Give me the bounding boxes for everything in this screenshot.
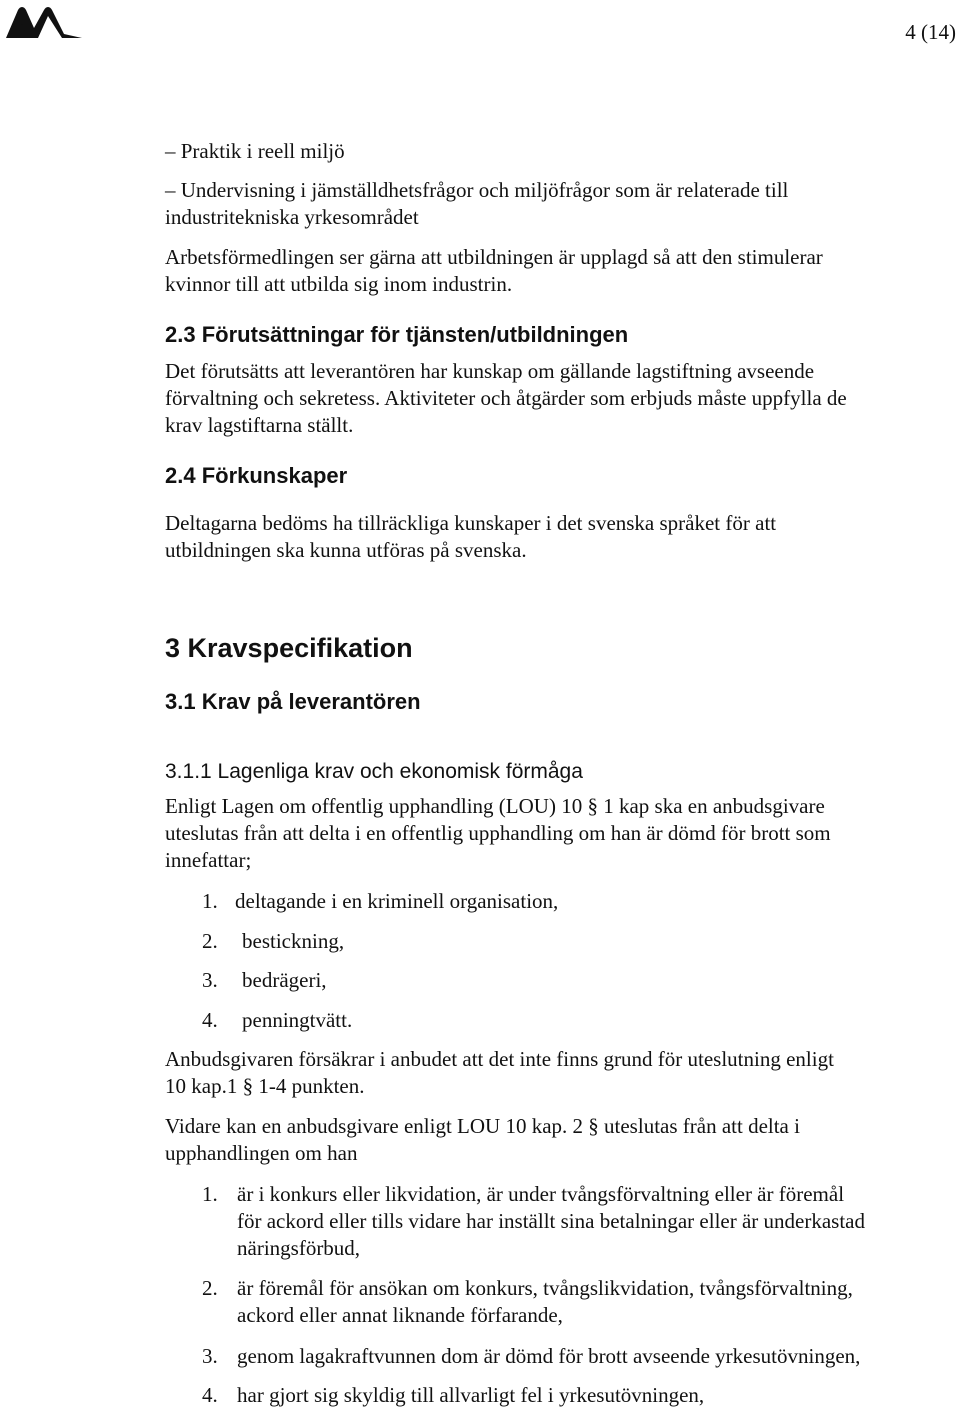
paragraph-line: 10 kap.1 § 1-4 punkten. xyxy=(165,1074,365,1098)
subsection-heading-3-1-1: 3.1.1 Lagenliga krav och ekonomisk förmåga xyxy=(165,760,583,783)
paragraph-line: Arbetsförmedlingen ser gärna att utbildningen är upplagd så att den stimulerar xyxy=(165,245,823,269)
list-item-number: 4. xyxy=(202,1383,218,1407)
list-item-text: är föremål för ansökan om konkurs, tvångslikvidation, tvångsförvaltning, xyxy=(237,1276,853,1300)
list-item-text: för ackord eller tills vidare har inställt sina betalningar eller är underkastad xyxy=(237,1209,866,1233)
page-number: 4 (14) xyxy=(905,20,956,44)
paragraph-line: Enligt Lagen om offentlig upphandling (LOU) 10 § 1 kap ska en anbudsgivare xyxy=(165,794,825,818)
bullet-item-continuation: industritekniska yrkesområdet xyxy=(165,205,419,229)
paragraph-line: uteslutas från att delta i en offentlig upphandling om han är dömd för brott som xyxy=(165,821,831,845)
list-item-text: näringsförbud, xyxy=(237,1236,361,1260)
list-item-number: 1. xyxy=(202,889,218,913)
paragraph-line: upphandlingen om han xyxy=(165,1141,358,1165)
chapter-heading-3: 3 Kravspecifikation xyxy=(165,633,413,663)
list-item-text: deltagande i en kriminell organisation, xyxy=(235,889,559,913)
list-item-text: genom lagakraftvunnen dom är dömd för brott avseende yrkesutövningen, xyxy=(237,1344,861,1368)
paragraph-line: utbildningen ska kunna utföras på svenska. xyxy=(165,538,527,562)
brand-logo-icon xyxy=(4,4,84,40)
section-heading-3-1: 3.1 Krav på leverantören xyxy=(165,689,421,714)
paragraph-line: krav lagstiftarna ställt. xyxy=(165,413,354,437)
section-heading-2-4: 2.4 Förkunskaper xyxy=(165,463,348,488)
list-item-text: bedrägeri, xyxy=(242,968,327,992)
list-item-number: 3. xyxy=(202,1344,218,1368)
list-item-number: 1. xyxy=(202,1182,218,1206)
list-item-text: ackord eller annat liknande förfarande, xyxy=(237,1303,563,1327)
paragraph-line: förvaltning och sekretess. Aktiviteter och åtgärder som erbjuds måste uppfylla de xyxy=(165,386,847,410)
list-item-number: 3. xyxy=(202,968,218,992)
list-item-number: 2. xyxy=(202,929,218,953)
paragraph-line: Vidare kan en anbudsgivare enligt LOU 10 kap. 2 § uteslutas från att delta i xyxy=(165,1114,800,1138)
section-heading-2-3: 2.3 Förutsättningar för tjänsten/utbildningen xyxy=(165,322,629,347)
bullet-item: – Undervisning i jämställdhetsfrågor och miljöfrågor som är relaterade till xyxy=(165,178,789,202)
list-item-number: 4. xyxy=(202,1008,218,1032)
paragraph-line: Anbudsgivaren försäkrar i anbudet att det inte finns grund för uteslutning enligt xyxy=(165,1047,834,1071)
list-item-text: penningtvätt. xyxy=(242,1008,353,1032)
list-item-number: 2. xyxy=(202,1276,218,1300)
list-item-text: bestickning, xyxy=(242,929,345,953)
list-item-text: är i konkurs eller likvidation, är under tvångsförvaltning eller är föremål xyxy=(237,1182,845,1206)
bullet-item: – Praktik i reell miljö xyxy=(165,139,345,163)
paragraph-line: Deltagarna bedöms ha tillräckliga kunskaper i det svenska språket för att xyxy=(165,511,777,535)
paragraph-line: kvinnor till att utbilda sig inom industrin. xyxy=(165,272,513,296)
list-item-text: har gjort sig skyldig till allvarligt fel i yrkesutövningen, xyxy=(237,1383,705,1407)
paragraph-line: Det förutsätts att leverantören har kunskap om gällande lagstiftning avseende xyxy=(165,359,815,383)
paragraph-line: innefattar; xyxy=(165,848,252,872)
